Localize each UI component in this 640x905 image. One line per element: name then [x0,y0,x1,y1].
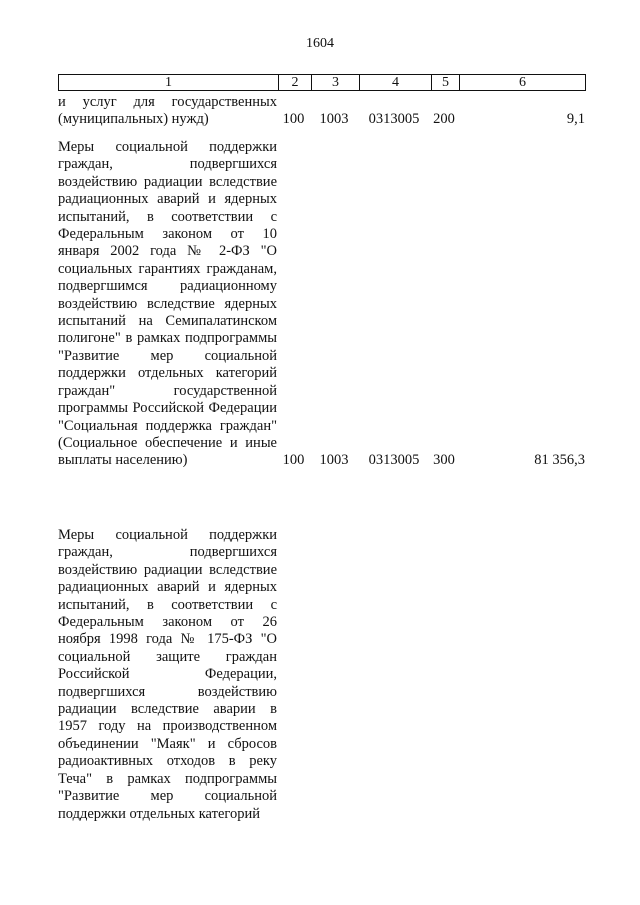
row-col-4: 0313005 [368,111,420,128]
row-col-4: 0313005 [368,452,420,469]
table-row [58,94,586,129]
row-col-3: 1003 [319,452,349,469]
header-col-3: 3 [311,75,359,90]
header-col-2: 2 [278,75,311,90]
row-values [277,452,586,469]
header-col-1: 1 [165,75,172,90]
row-col-2: 100 [282,111,305,128]
header-col-5: 5 [431,75,459,90]
row-col-3: 1003 [319,111,349,128]
row-values [277,111,586,128]
row-col-6: 9,1 [566,111,585,128]
page-number: 1604 [306,36,334,51]
row-col-6: 81 356,3 [534,452,585,469]
header-col-6: 6 [459,75,585,90]
row-col-5: 200 [433,111,455,128]
table-row [58,139,586,470]
row-description: Меры социальной поддержки граждан, подвергшихся воздействию радиации вследствие радиационных аварий и ядерных испытаний, в соответствии с Федеральным законом от 10 января 2002 года № 2-ФЗ "О социальных гарантиях гражданам, подвергшимся радиационному воздействию вследствие ядерных испытаний на Семипалатинском полигоне" в рамках подпрограммы "Развитие мер социальной поддержки отдельных категорий граждан" государственной программы Российской Федерации "Социальная поддержка граждан" (Социальное обеспечение и иные выплаты населению) [58,139,277,469]
row-col-5: 300 [433,452,455,469]
table-header [58,74,586,91]
row-description: и услуг для государственных (муниципальных) нужд) [58,94,277,128]
row-description: Меры социальной поддержки граждан, подвергшихся воздействию радиации вследствие радиационных аварий и ядерных испытаний, в соответствии с Федеральным законом от 26 ноября 1998 года № 175-ФЗ "О социальной защите граждан Российской Федерации, подвергшихся воздействию радиации вследствие аварии в 1957 году на производственном объединении "Маяк" и сбросов радиоактивных отходов в реку Теча" в рамках подпрограммы "Развитие мер социальной поддержки отдельных категорий [58,527,277,822]
row-col-2: 100 [282,452,305,469]
table-row [58,527,586,823]
header-col-4: 4 [359,75,431,90]
